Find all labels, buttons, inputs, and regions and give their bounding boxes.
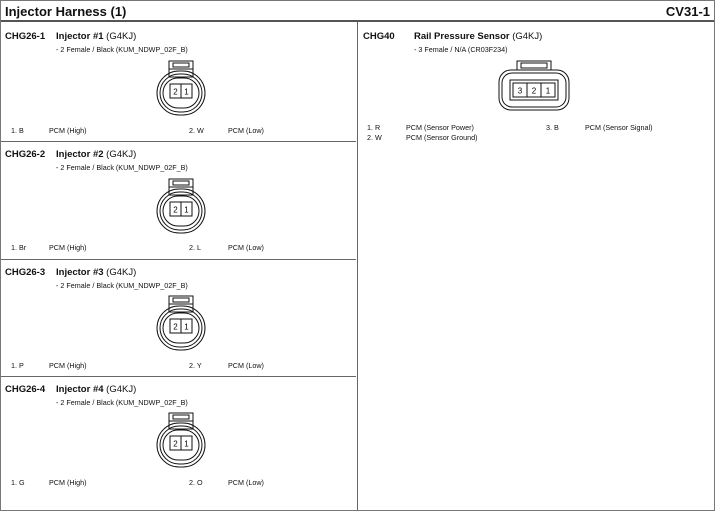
cavity-label: 1	[545, 86, 551, 96]
pin-number: 2. W	[367, 133, 382, 142]
two-pin-connector-icon	[151, 61, 211, 117]
column-divider	[357, 22, 358, 510]
connector-spec: - 3 Female / N/A (CR03F234)	[414, 45, 508, 54]
page-title: Injector Harness (1)	[5, 4, 127, 19]
pin-description: PCM (Low)	[228, 126, 264, 135]
pin-number: 1. B	[11, 126, 24, 135]
pin-description: PCM (Low)	[228, 361, 264, 370]
pin-description: PCM (High)	[49, 478, 87, 487]
pin-number: 3. B	[546, 123, 559, 132]
section-divider	[1, 376, 356, 377]
cavity-label: 1	[184, 439, 189, 449]
cavity-label: 1	[184, 322, 189, 332]
connector-name: Injector #1 (G4KJ)	[56, 31, 137, 42]
connector-spec: - 2 Female / Black (KUM_NDWP_02F_B)	[56, 398, 188, 407]
page-code: CV31-1	[665, 4, 710, 19]
connector-name: Injector #3 (G4KJ)	[56, 267, 137, 278]
two-pin-connector-icon	[151, 413, 211, 469]
pin-number: 2. W	[189, 126, 204, 135]
connector-spec: - 2 Female / Black (KUM_NDWP_02F_B)	[56, 281, 188, 290]
cavity-label: 2	[173, 205, 178, 215]
cavity-label: 2	[173, 322, 178, 332]
pin-description: PCM (Low)	[228, 243, 264, 252]
section-divider	[1, 141, 356, 142]
pin-description: PCM (Sensor Ground)	[406, 133, 478, 142]
connector-code: CHG26-1	[5, 31, 46, 42]
pin-number: 1. G	[11, 478, 25, 487]
pin-number: 1. P	[11, 361, 24, 370]
pin-description: PCM (High)	[49, 243, 87, 252]
cavity-label: 2	[173, 87, 178, 97]
two-pin-connector-icon	[151, 296, 211, 352]
pin-description: PCM (Sensor Signal)	[585, 123, 653, 132]
connector-code: CHG26-3	[5, 267, 46, 278]
connector-name: Injector #2 (G4KJ)	[56, 149, 137, 160]
connector-name: Injector #4 (G4KJ)	[56, 384, 137, 395]
pin-number: 2. L	[189, 243, 201, 252]
pin-description: PCM (Sensor Power)	[406, 123, 474, 132]
pin-number: 2. O	[189, 478, 203, 487]
pin-number: 2. Y	[189, 361, 202, 370]
three-pin-connector-icon	[497, 61, 571, 113]
connector-code: CHG40	[363, 31, 395, 42]
pin-number: 1. Br	[11, 243, 27, 252]
connector-spec: - 2 Female / Black (KUM_NDWP_02F_B)	[56, 163, 188, 172]
page-header	[1, 1, 714, 22]
cavity-label: 1	[184, 205, 189, 215]
cavity-label: 2	[173, 439, 178, 449]
pin-description: PCM (High)	[49, 361, 87, 370]
connector-name: Rail Pressure Sensor (G4KJ)	[414, 31, 543, 42]
cavity-label: 3	[517, 86, 523, 96]
section-divider	[1, 259, 356, 260]
connector-code: CHG26-2	[5, 149, 46, 160]
pin-description: PCM (Low)	[228, 478, 264, 487]
cavity-label: 2	[531, 86, 537, 96]
cavity-label: 1	[184, 87, 189, 97]
two-pin-connector-icon	[151, 179, 211, 235]
pin-number: 1. R	[367, 123, 381, 132]
connector-code: CHG26-4	[5, 384, 46, 395]
connector-spec: - 2 Female / Black (KUM_NDWP_02F_B)	[56, 45, 188, 54]
pin-description: PCM (High)	[49, 126, 87, 135]
